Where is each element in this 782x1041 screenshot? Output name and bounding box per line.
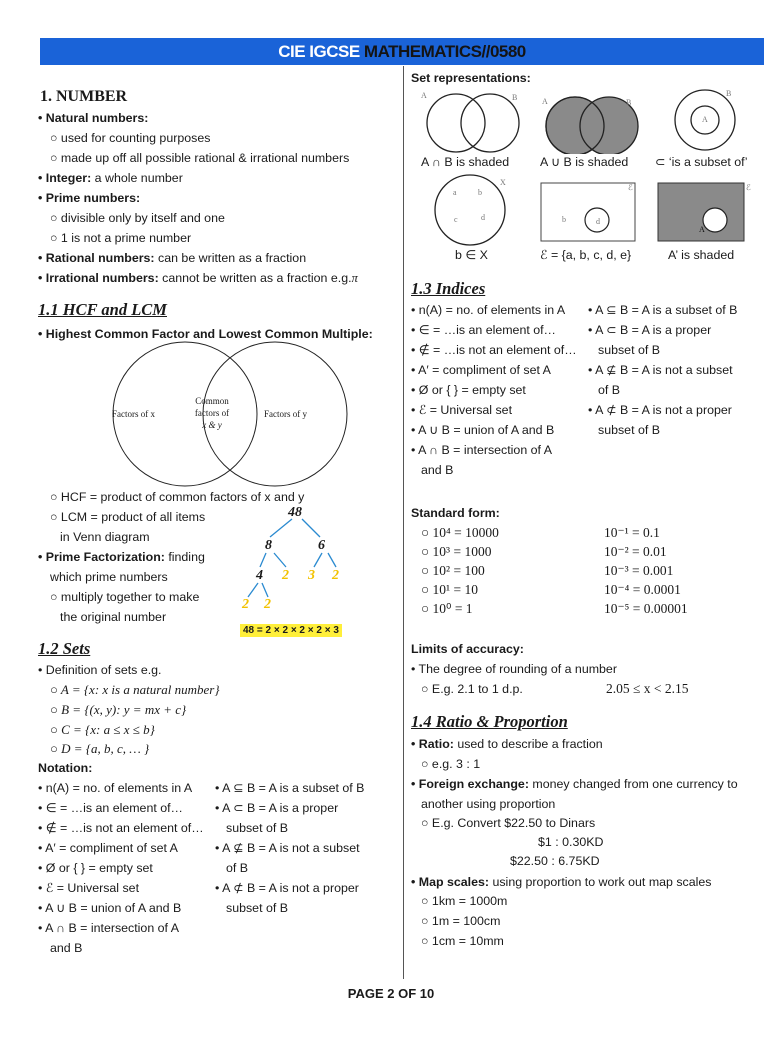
banner-subject: MATHEMATICS//0580 [363,42,526,61]
caption-union: A ∪ B is shaded [540,155,629,169]
point-b: b [478,188,482,197]
venn-label-x: Factors of x [112,409,155,419]
indices-left-6: • ℰ = Universal set [411,403,513,417]
indices-left-3: • ∉ = …is not an element of… [411,343,577,357]
notation-left-2: • ∈ = …is an element of… [38,801,183,815]
integer-text: a whole number [91,171,183,185]
prime-line-2: ○ 1 is not a prime number [50,231,192,245]
prime-label: • Prime numbers: [38,191,141,205]
pf-label: • Prime Factorization: [38,550,165,564]
fx-rate: $1 : 0.30KD [538,835,604,849]
indices-right-5: of B [598,383,621,397]
std-left-3: ○ 10² = 100 [421,563,485,578]
diagram-universal-set [540,182,636,242]
indices-left-8: • A ∩ B = intersection of A [411,443,553,457]
standard-form-heading: Standard form: [411,506,500,520]
label-b-3: B [726,89,732,98]
notation-right-1: • A ⊆ B = A is a subset of B [215,781,365,795]
sets-definition: • Definition of sets e.g. [38,663,162,677]
fx-line [411,776,738,792]
fx-line-3: ○ E.g. Convert $22.50 to Dinars [421,816,596,830]
indices-left-7: • A ∪ B = union of A and B [411,423,555,437]
label-a-2: A [542,97,548,106]
map-line-1: ○ 1km = 1000m [421,894,508,908]
map-label: • Map scales: [411,875,490,889]
fx-line-2: another using proportion [421,797,556,811]
venn-label-y: Factors of y [264,409,307,419]
ratio-example: ○ e.g. 3 : 1 [421,757,481,771]
venn-label-common-1: Common [195,396,229,406]
prime-line-1: ○ divisible only by itself and one [50,211,225,225]
caption-intersection: A ∩ B is shaded [421,155,510,169]
caption-element-of: b ∈ X [455,248,488,262]
tree-node-8: 8 [265,538,272,553]
indices-left-2: • ∈ = …is an element of… [411,323,556,337]
sets-heading: 1.2 Sets [38,639,91,658]
integer-line [38,170,183,186]
std-left-1: ○ 10⁴ = 10000 [421,525,499,540]
indices-left-4: • A′ = compliment of set A [411,363,551,377]
hcf-definition: ○ HCF = product of common factors of x and y [50,490,305,504]
set-c: ○ C = {x: a ≤ x ≤ b} [50,722,155,737]
map-line [411,874,712,890]
tree-leaf-2d: 2 [264,597,271,612]
point-b-2: b [562,215,566,224]
indices-right-4: • A ⊈ B = A is not a subset [588,363,733,377]
pf-line-3: ○ multiply together to make [50,590,200,604]
natural-line-2: ○ made up off all possible rational & irrational numbers [50,151,350,165]
notation-left-6: • ℰ = Universal set [38,881,140,895]
hcf-heading: 1.1 HCF and LCM [38,300,167,319]
set-d: ○ D = {a, b, c, … } [50,741,150,756]
column-divider [403,66,404,979]
notation-right-7: subset of B [226,901,288,915]
notation-right-3: subset of B [226,821,288,835]
ratio-text: used to describe a fraction [453,737,603,751]
label-a-4: A [699,225,705,234]
tree-node-4: 4 [256,568,263,583]
indices-right-1: • A ⊆ B = A is a subset of B [588,303,738,317]
std-left-2: ○ 10³ = 1000 [421,544,492,559]
tree-leaf-3: 3 [308,568,315,583]
venn-label-common-2: factors of [194,408,230,418]
factor-result [240,621,342,639]
label-b-1: B [512,93,518,102]
caption-subset: ⊂ ‘is a subset of’ [655,155,748,169]
tree-root: 48 [288,505,302,520]
map-line-2: ○ 1m = 100cm [421,914,501,928]
notation-left-9: and B [50,941,83,955]
pi-symbol: π [351,271,358,285]
point-d-2: d [596,217,600,226]
pf-line-2: which prime numbers [50,570,168,584]
indices-heading: 1.3 Indices [411,279,486,298]
tree-node-6: 6 [318,538,325,553]
caption-complement: A’ is shaded [668,248,735,262]
fx-result: $22.50 : 6.75KD [510,854,600,868]
notation-right-4: • A ⊈ B = A is not a subset [215,841,360,855]
label-a-1: A [421,91,427,100]
set-representations-heading: Set representations: [411,71,531,85]
std-right-2: 10⁻² = 0.01 [604,544,667,559]
number-heading: 1. NUMBER [40,88,128,105]
factor-result-text: 48 = 2 × 2 × 2 × 2 × 3 [240,624,342,637]
factor-tree-lines [230,505,360,615]
label-e-2: ℰ [746,183,751,192]
pf-line-4: the original number [60,610,167,624]
set-a: ○ A = {x: x is a natural number} [50,682,220,697]
caption-universal: ℰ = {a, b, c, d, e} [540,248,632,262]
venn-label-common-3: x & y [202,420,222,430]
label-e-1: ℰ [628,183,633,192]
tree-leaf-2a: 2 [282,568,289,583]
point-d: d [481,213,485,222]
ratio-heading: 1.4 Ratio & Proportion [411,712,568,731]
pf-text: finding [164,550,205,564]
indices-left-1: • n(A) = no. of elements in A [411,303,566,317]
std-left-5: ○ 10⁰ = 1 [421,601,473,616]
tree-leaf-2b: 2 [332,568,339,583]
hcf-subtitle: • Highest Common Factor and Lowest Common Multiple: [38,327,373,341]
indices-right-3: subset of B [598,343,660,357]
limits-line-1: • The degree of rounding of a number [411,662,617,676]
notation-heading: Notation: [38,761,93,775]
point-c: c [454,215,458,224]
notation-left-4: • A′ = compliment of set A [38,841,178,855]
tree-leaf-2c: 2 [242,597,249,612]
irrational-line [38,270,358,286]
ratio-label: • Ratio: [411,737,454,751]
std-right-4: 10⁻⁴ = 0.0001 [604,582,681,597]
std-left-4: ○ 10¹ = 10 [421,582,478,597]
indices-left-5: • Ø or { } = empty set [411,383,526,397]
map-line-3: ○ 1cm = 10mm [421,934,504,948]
notation-right-5: of B [226,861,249,875]
point-a: a [453,188,457,197]
page-footer: PAGE 2 OF 10 [347,986,435,1001]
notation-right-6: • A ⊄ B = A is not a proper [215,881,359,895]
rational-label: • Rational numbers: [38,251,155,265]
notation-right-2: • A ⊂ B = A is a proper [215,801,339,815]
label-a-3: A [702,115,708,124]
notation-left-1: • n(A) = no. of elements in A [38,781,193,795]
irrational-text: cannot be written as a fraction e.g. [158,271,352,285]
map-text: using proportion to work out map scales [489,875,712,889]
ratio-line [411,736,603,752]
indices-right-7: subset of B [598,423,660,437]
set-b: ○ B = {(x, y): y = mx + c} [50,702,187,717]
fx-text: money changed from one currency to [528,777,738,791]
natural-line-1: ○ used for counting purposes [50,131,211,145]
notation-left-8: • A ∩ B = intersection of A [38,921,180,935]
limits-line-2: ○ E.g. 2.1 to 1 d.p. [421,682,523,696]
fx-label: • Foreign exchange: [411,777,529,791]
label-x: X [500,178,506,187]
natural-label: • Natural numbers: [38,111,149,125]
integer-label: • Integer: [38,171,92,185]
std-right-3: 10⁻³ = 0.001 [604,563,674,578]
rational-line [38,250,306,266]
rational-text: can be written as a fraction [154,251,307,265]
std-right-1: 10⁻¹ = 0.1 [604,525,660,540]
pf-line [38,549,205,565]
lcm-definition-1: ○ LCM = product of all items [50,510,206,524]
header-banner [40,38,764,65]
irrational-label: • Irrational numbers: [38,271,159,285]
label-b-2: B [626,98,632,107]
notation-left-5: • Ø or { } = empty set [38,861,153,875]
lcm-definition-2: in Venn diagram [60,530,150,544]
banner-exam: CIE IGCSE [278,42,364,61]
limits-inequality: 2.05 ≤ x < 2.15 [606,681,689,696]
limits-heading: Limits of accuracy: [411,642,524,656]
notation-left-3: • ∉ = …is not an element of… [38,821,204,835]
indices-right-2: • A ⊂ B = A is a proper [588,323,712,337]
indices-right-6: • A ⊄ B = A is not a proper [588,403,732,417]
notation-left-7: • A ∪ B = union of A and B [38,901,182,915]
std-right-5: 10⁻⁵ = 0.00001 [604,601,688,616]
indices-left-9: and B [421,463,454,477]
